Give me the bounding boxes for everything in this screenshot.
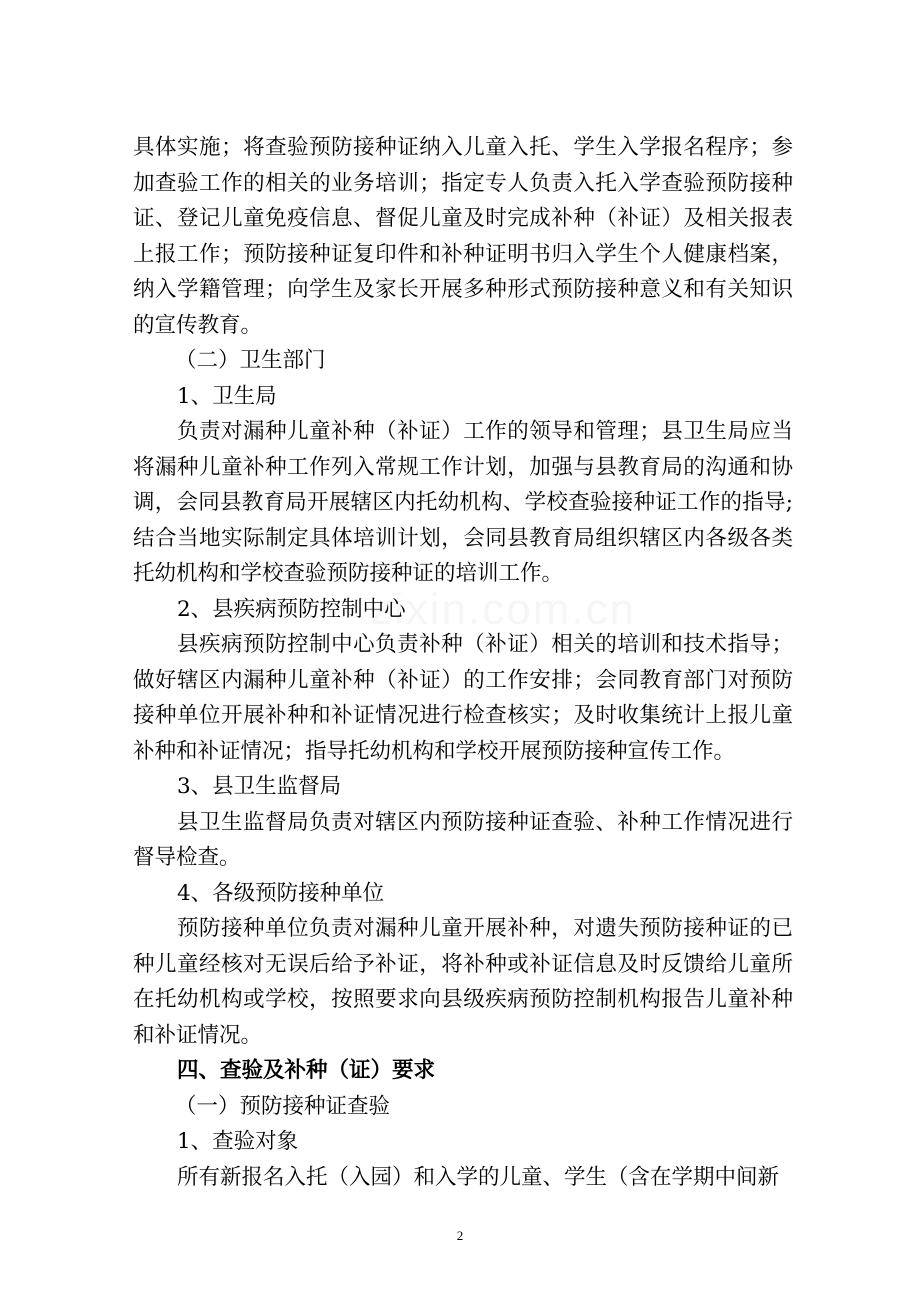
paragraph-cdc: 县疾病预防控制中心负责补种（补证）相关的培训和技术指导；做好辖区内漏种儿童补种（补证）的工作安排；会同教育部门对预防接种单位开展补种和补证情况进行检查核实；及时收集统计上报儿童补种和补证情况；指导托幼机构和学校开展预防接种宣传工作。 bbox=[133, 632, 793, 764]
subheading-health-bureau: 1、卫生局 bbox=[177, 383, 277, 409]
subheading-vaccination-units: 4、各级预防接种单位 bbox=[177, 880, 385, 906]
paragraph-implementation: 具体实施；将查验预防接种证纳入儿童入托、学生入学报名程序；参加查验工作的相关的业务培训；指定专人负责入托入学查验预防接种证、登记儿童免疫信息、督促儿童及时完成补种（补证）及相关报表上报工作；预防接种证复印件和补种证明书归入学生个人健康档案，纳入学籍管理；向学生及家长开展多种形式预防接种意义和有关知识的宣传教育。 bbox=[133, 135, 793, 338]
page-number: 2 bbox=[456, 1228, 464, 1243]
subheading-cdc: 2、县疾病预防控制中心 bbox=[177, 596, 406, 622]
section-heading-certificate-check: （一）预防接种证查验 bbox=[175, 1093, 391, 1119]
paragraph-health-bureau: 负责对漏种儿童补种（补证）工作的领导和管理；县卫生局应当将漏种儿童补种工作列入常规工作计划，加强与县教育局的沟通和协调，会同县教育局开展辖区内托幼机构、学校查验接种证工作的指导;结合当地实际制定具体培训计划，会同县教育局组织辖区内各级各类托幼机构和学校查验预防接种证的培训工作。 bbox=[133, 419, 793, 586]
paragraph-check-target: 所有新报名入托（入园）和入学的儿童、学生（含在学期中间新 bbox=[177, 1164, 780, 1190]
section-heading-health-dept: （二）卫生部门 bbox=[175, 348, 326, 373]
subheading-check-target: 1、查验对象 bbox=[177, 1129, 299, 1154]
paragraph-vaccination-units: 预防接种单位负责对漏种儿童开展补种，对遗失预防接种证的已种儿童经核对无误后给予补证，将补种或补证信息及时反馈给儿童所在托幼机构或学校，按照要求向县级疾病预防控制机构报告儿童补种和补证情况。 bbox=[133, 916, 793, 1048]
section-heading-requirements: 四、查验及补种（证）要求 bbox=[177, 1058, 436, 1083]
watermark: zixin.com.cn bbox=[370, 585, 637, 634]
document-body bbox=[133, 130, 793, 1195]
subheading-supervision: 3、县卫生监督局 bbox=[177, 774, 342, 799]
paragraph-supervision: 县卫生监督局负责对辖区内预防接种证查验、补种工作情况进行督导检查。 bbox=[133, 809, 793, 870]
